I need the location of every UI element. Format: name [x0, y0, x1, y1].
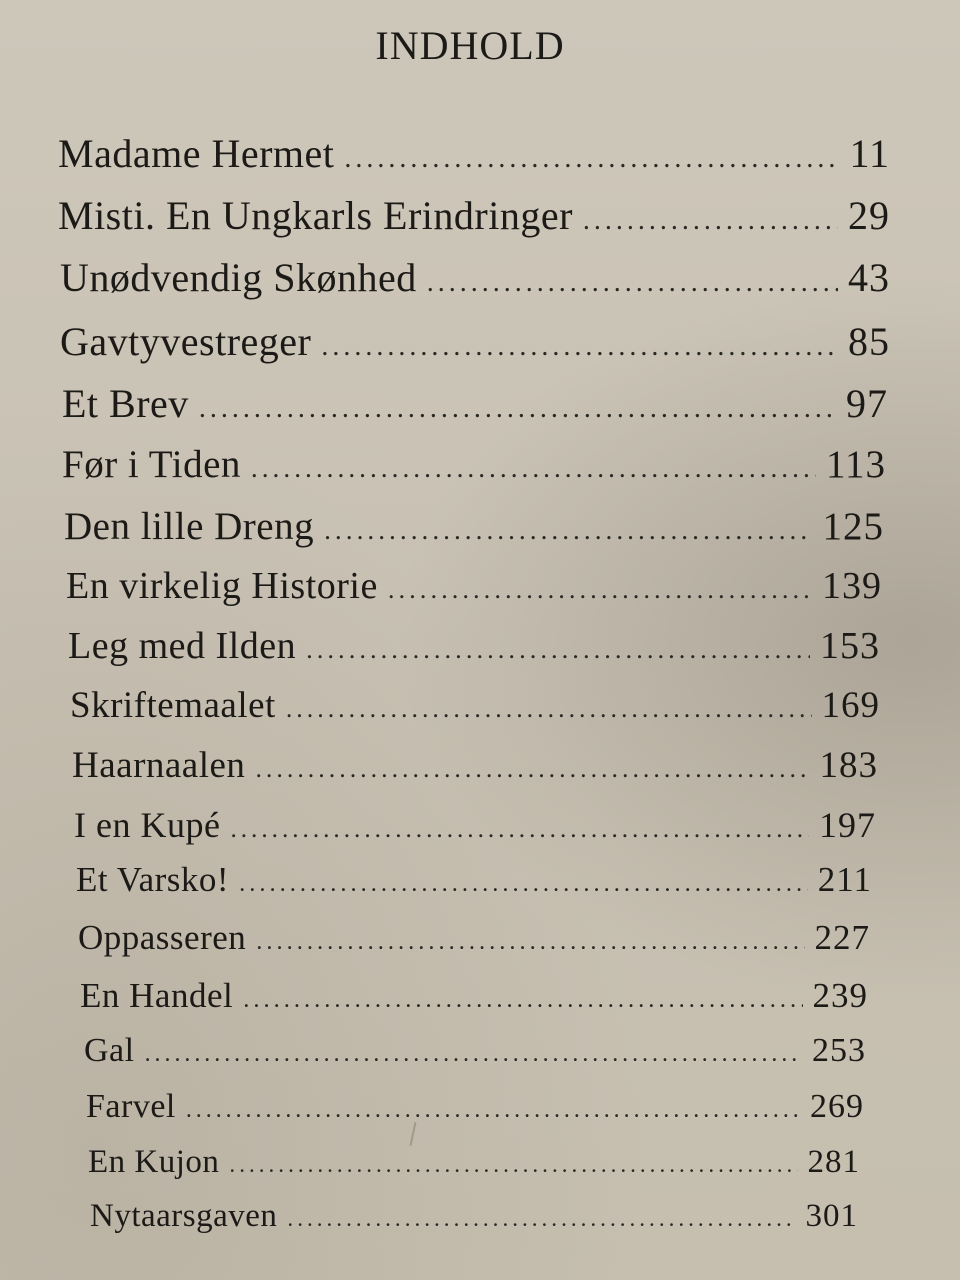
dot-leader [145, 1041, 802, 1068]
toc-entry-title: Et Varsko! [76, 860, 230, 899]
dot-leader [229, 1151, 797, 1178]
toc-entry-page: 281 [807, 1144, 860, 1180]
dot-leader [344, 143, 839, 175]
dot-leader [321, 331, 838, 363]
toc-entry [80, 976, 868, 1016]
toc-entry-title: Et Brev [62, 381, 189, 426]
toc-entry-page: 113 [825, 443, 886, 486]
toc-entry-title: Madame Hermet [58, 131, 335, 176]
toc-entry-page: 139 [822, 565, 882, 607]
dot-leader [251, 453, 816, 484]
toc-entry-title: Før i Tiden [62, 443, 241, 486]
toc-entry-page: 11 [849, 131, 890, 176]
toc-entry-title: Oppasseren [78, 918, 247, 957]
dot-leader [286, 694, 812, 724]
toc-entry [84, 1032, 866, 1070]
toc-entry-title: Den lille Dreng [64, 505, 315, 548]
toc-entry [64, 504, 884, 549]
dot-leader [186, 1097, 800, 1124]
dot-leader [324, 515, 812, 546]
toc-entry-page: 29 [848, 193, 890, 238]
toc-entry [60, 254, 890, 301]
toc-entry-title: Farvel [86, 1088, 176, 1125]
toc-entry-page: 183 [819, 745, 878, 786]
toc-entry-title: Haarnaalen [72, 745, 246, 786]
toc-entry-title: En virkelig Historie [66, 565, 378, 607]
toc-entry [76, 860, 872, 900]
dot-leader [427, 267, 838, 299]
toc-entry [62, 442, 886, 487]
toc-entry-page: 43 [848, 255, 890, 300]
toc-entry-page: 301 [805, 1198, 858, 1234]
toc-entry-page: 227 [814, 918, 870, 957]
toc-entry [70, 684, 880, 727]
dot-leader [199, 393, 836, 425]
dot-leader [287, 1205, 795, 1232]
toc-entry-page: 239 [812, 976, 868, 1015]
dot-leader [239, 870, 808, 898]
toc-entry-title: Skriftemaalet [70, 685, 276, 726]
dot-leader [388, 574, 812, 605]
toc-entry [68, 624, 880, 668]
toc-entry-title: Gal [84, 1032, 135, 1069]
toc-entry [58, 192, 890, 239]
toc-entry [72, 744, 878, 787]
toc-entry-page: 269 [810, 1088, 864, 1125]
toc-entry-title: Misti. En Ungkarls Erindringer [58, 193, 573, 238]
dot-leader [255, 754, 809, 784]
page-title: INDHOLD [375, 23, 565, 68]
dot-leader [256, 928, 804, 956]
dot-leader [306, 634, 810, 665]
toc-entry [58, 130, 890, 177]
toc-entry [88, 1144, 860, 1181]
toc-entry [90, 1198, 858, 1235]
toc-entry-page: 85 [848, 319, 890, 364]
toc-entry [60, 318, 890, 365]
toc-entry [66, 564, 882, 608]
toc-entry-title: En Handel [80, 976, 234, 1015]
dot-leader [583, 205, 838, 237]
toc-entry [62, 380, 888, 427]
toc-entry-page: 169 [821, 685, 880, 726]
toc-entry-title: I en Kupé [74, 805, 221, 845]
toc-entry-page: 253 [812, 1032, 866, 1069]
toc-entry [78, 918, 870, 958]
toc-entry-page: 211 [817, 860, 872, 899]
toc-entry-page: 125 [822, 505, 884, 548]
toc-entry [74, 804, 876, 846]
dot-leader [243, 986, 802, 1014]
toc-entry-title: Leg med Ilden [68, 625, 297, 667]
toc-entry-title: En Kujon [88, 1144, 220, 1180]
toc-entry [86, 1088, 864, 1126]
toc-entry-title: Gavtyvestreger [60, 319, 312, 364]
toc-entry-title: Unødvendig Skønhed [60, 255, 417, 300]
toc-entry-page: 153 [820, 625, 880, 667]
toc-entry-title: Nytaarsgaven [90, 1198, 278, 1234]
toc-entry-page: 197 [819, 805, 876, 845]
toc-entry-page: 97 [846, 381, 888, 426]
dot-leader [230, 816, 809, 844]
